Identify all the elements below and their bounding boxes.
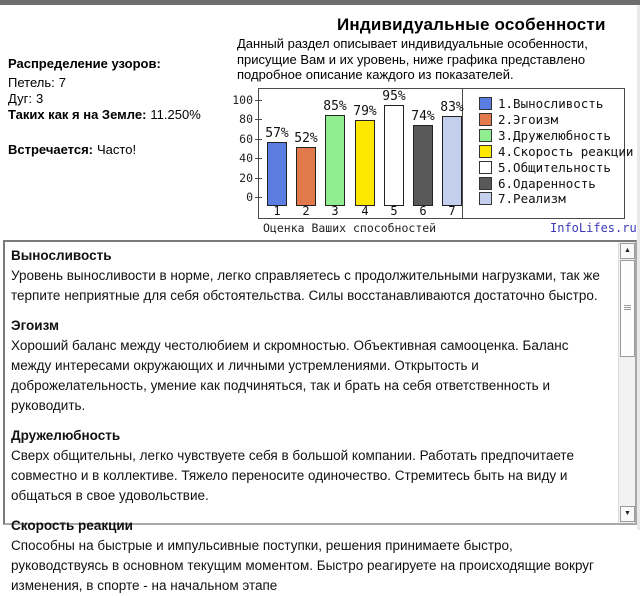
legend-label: 7.Реализм	[498, 191, 566, 206]
legend-item	[479, 161, 611, 175]
description-content	[5, 242, 618, 593]
x-tick-label: 5	[390, 204, 398, 218]
scroll-thumb[interactable]	[620, 260, 635, 357]
bar-3	[325, 115, 345, 206]
legend-item	[479, 177, 596, 191]
loops-stat	[8, 75, 233, 91]
y-tick-label: 0	[246, 190, 253, 204]
bar-value-label: 79%	[353, 104, 377, 119]
bar-value-label: 95%	[382, 89, 406, 104]
y-tick-label: 60	[239, 132, 253, 146]
legend-swatch	[479, 129, 492, 142]
legend-swatch	[479, 145, 492, 158]
occurrence-stat	[8, 142, 233, 158]
legend-label: 4.Скорость реакции	[498, 144, 634, 159]
section-paragraph: Способны на быстрые и импульсивные поступки, решения принимаете быстро, руководствуясь в основном текущим моментом. Быстро реагируете на происходящие вокруг изменения, в спорте - на начальном этапе	[11, 538, 594, 593]
y-tick-mark	[255, 119, 262, 120]
bar-1	[267, 142, 287, 206]
y-tick-mark	[255, 178, 262, 179]
bar-4	[355, 120, 375, 206]
y-tick-mark	[255, 197, 262, 198]
legend-swatch	[479, 177, 492, 190]
infolifes-link[interactable]: InfoLifes.ru	[550, 221, 637, 235]
scrollbar[interactable]	[618, 242, 635, 523]
legend-label: 2.Эгоизм	[498, 112, 559, 127]
scroll-up-icon: ▲	[624, 247, 631, 254]
arcs-value: 3	[35, 91, 44, 106]
pattern-distribution-panel	[8, 56, 233, 158]
bar-value-label: 52%	[294, 131, 318, 146]
legend-swatch	[479, 192, 492, 205]
pattern-distribution-heading: Распределение узоров:	[8, 56, 161, 71]
x-tick-label: 3	[331, 204, 339, 218]
legend-swatch	[479, 97, 492, 110]
occurrence-label: Встречается:	[8, 142, 94, 157]
x-tick-label: 7	[448, 204, 456, 218]
plot-area	[259, 89, 463, 218]
scroll-down-button[interactable]	[620, 506, 635, 522]
y-tick-label: 100	[232, 93, 253, 107]
x-tick-label: 1	[273, 204, 281, 218]
arcs-stat	[8, 91, 233, 107]
bar-7	[442, 116, 462, 206]
y-tick-mark	[255, 100, 262, 101]
bar-value-label: 57%	[265, 126, 289, 141]
abilities-chart	[258, 88, 634, 219]
y-tick-label: 40	[239, 151, 253, 165]
earth-share-label: Таких как я на Земле:	[8, 107, 147, 122]
x-tick-label: 2	[302, 204, 310, 218]
section-paragraph: Сверх общительны, легко чувствуете себя в большой компании. Работать предпочитаете совместно и в коллективе. Тяжело переносите одиночество. Стремитесь быть на виду и общаться в свое удовольствие.	[11, 448, 574, 503]
window-top-edge	[0, 0, 640, 5]
arcs-label: Дуг:	[8, 91, 32, 106]
description-box	[3, 240, 637, 593]
loops-value: 7	[58, 75, 66, 90]
legend-item	[479, 129, 611, 143]
section-heading: Эгоизм	[11, 318, 59, 333]
x-tick-label: 6	[419, 204, 427, 218]
intro-text: Данный раздел описывает индивидуальные особенности, присущие Вам и их уровень, ниже графика представлено подробное описание каждого из показателей.	[237, 36, 588, 82]
x-tick-label: 4	[361, 204, 369, 218]
legend-label: 6.Одаренность	[498, 176, 596, 191]
occurrence-value: Часто!	[97, 142, 137, 157]
scroll-up-button[interactable]	[620, 243, 635, 259]
thumb-grip-icon	[624, 307, 631, 308]
section-paragraph: Уровень выносливости в норме, легко справляетесь с продолжительными нагрузками, так же терпите неприятные для себя обстоятельства. Силы восстанавливаются достаточно быстро.	[11, 268, 600, 303]
section-heading: Скорость реакции	[11, 518, 133, 533]
chart-legend	[471, 89, 634, 218]
bar-value-label: 85%	[323, 99, 347, 114]
scroll-down-icon: ▼	[624, 510, 631, 517]
bar-2	[296, 147, 316, 206]
y-tick-label: 20	[239, 171, 253, 185]
y-tick-mark	[255, 158, 262, 159]
legend-label: 1.Выносливость	[498, 96, 604, 111]
legend-item	[479, 145, 633, 159]
legend-item	[479, 113, 558, 127]
legend-swatch	[479, 161, 492, 174]
loops-label: Петель:	[8, 75, 55, 90]
legend-swatch	[479, 113, 492, 126]
section-paragraph: Хороший баланс между честолюбием и скромностью. Объективная самооценка. Баланс между интересами окружающих и личными устремлениями. Открытость и доброжелательность, умение как подчиняться, так и брать на себя ответственность и руководить.	[11, 338, 569, 413]
y-tick-label: 80	[239, 112, 253, 126]
legend-label: 3.Дружелюбность	[498, 128, 611, 143]
legend-item	[479, 192, 566, 206]
y-axis-labels	[226, 88, 256, 219]
bar-value-label: 74%	[411, 109, 435, 124]
x-axis-title: Оценка Ваших способностей	[263, 221, 437, 235]
earth-share-value: 11.250%	[150, 107, 201, 122]
bar-value-label: 83%	[440, 100, 464, 115]
page-title: Индивидуальные особенности	[337, 15, 606, 34]
legend-item	[479, 97, 603, 111]
section-heading: Выносливость	[11, 248, 112, 263]
earth-share-stat	[8, 107, 233, 123]
bar-6	[413, 125, 433, 206]
legend-label: 5.Общительность	[498, 160, 611, 175]
section-heading: Дружелюбность	[11, 428, 121, 443]
y-tick-mark	[255, 139, 262, 140]
